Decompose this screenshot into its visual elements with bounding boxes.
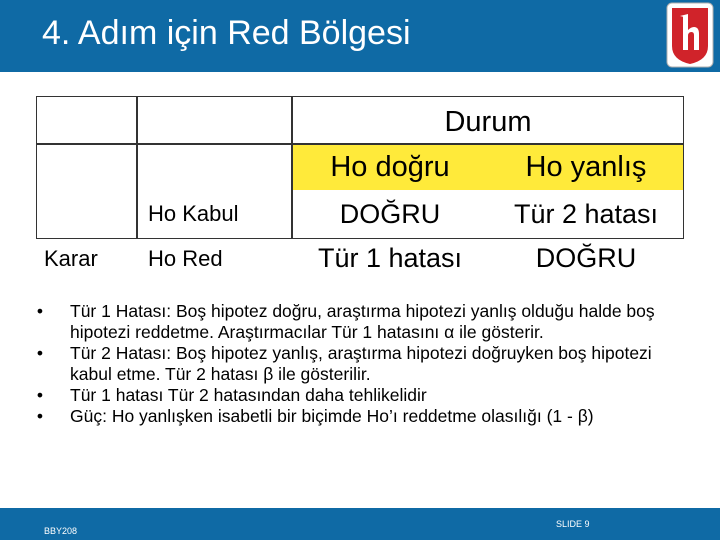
- slide-number: SLIDE 9: [556, 519, 590, 529]
- course-code: BBY208: [44, 526, 78, 536]
- list-item: [30, 301, 670, 343]
- slide-title: 4. Adım için Red Bölgesi: [42, 14, 411, 52]
- bullet-marker: •: [36, 343, 44, 363]
- cell-accept-false: Tür 2 hatası: [513, 198, 659, 229]
- row-label-decision: Karar: [44, 245, 98, 271]
- cell-accept-true: DOĞRU: [339, 198, 441, 229]
- bullet-text: Tür 1 hatası Tür 2 hatasından daha tehlikelidir: [70, 385, 427, 405]
- row-label-accept: Ho Kabul: [148, 201, 239, 226]
- table-empty-cell: [36, 144, 137, 239]
- bullet-marker: •: [36, 406, 44, 426]
- footer-bar: [0, 508, 720, 540]
- bullet-text: Güç: Ho yanlışken isabetli bir biçimde Ho’ı reddetme olasılığı (1 - β): [70, 406, 594, 426]
- title-bar: [0, 0, 720, 72]
- table-header-durum: Durum: [292, 96, 684, 144]
- cell-reject-false: DOĞRU: [535, 243, 637, 273]
- bullet-text: Tür 1 Hatası: Boş hipotez doğru, araştırma hipotezi yanlış olduğu halde boş hipotezi reddetme. Araştırmacılar Tür 1 hatasını α ile gösterir.: [70, 301, 655, 342]
- list-item: [30, 406, 710, 427]
- table-empty-cell: [137, 96, 292, 144]
- cell-reject-true: Tür 1 hatası: [317, 243, 463, 273]
- bullet-list: [30, 301, 710, 427]
- table-empty-cell: [36, 96, 137, 144]
- bullet-text: Tür 2 Hatası: Boş hipotez yanlış, araştırma hipotezi doğruyken boş hipotezi kabul etme. Tür 2 hatası β ile gösterilir.: [70, 343, 652, 384]
- row-label-reject: Ho Red: [148, 245, 223, 271]
- column-header-ho-true: Ho doğru: [330, 150, 450, 183]
- bullet-marker: •: [36, 301, 44, 321]
- list-item: [30, 343, 690, 385]
- h-university-logo-icon: [666, 2, 714, 68]
- decision-table: [36, 96, 684, 278]
- bullet-marker: •: [36, 385, 44, 405]
- column-header-ho-false: Ho yanlış: [525, 150, 647, 183]
- list-item: [30, 385, 710, 406]
